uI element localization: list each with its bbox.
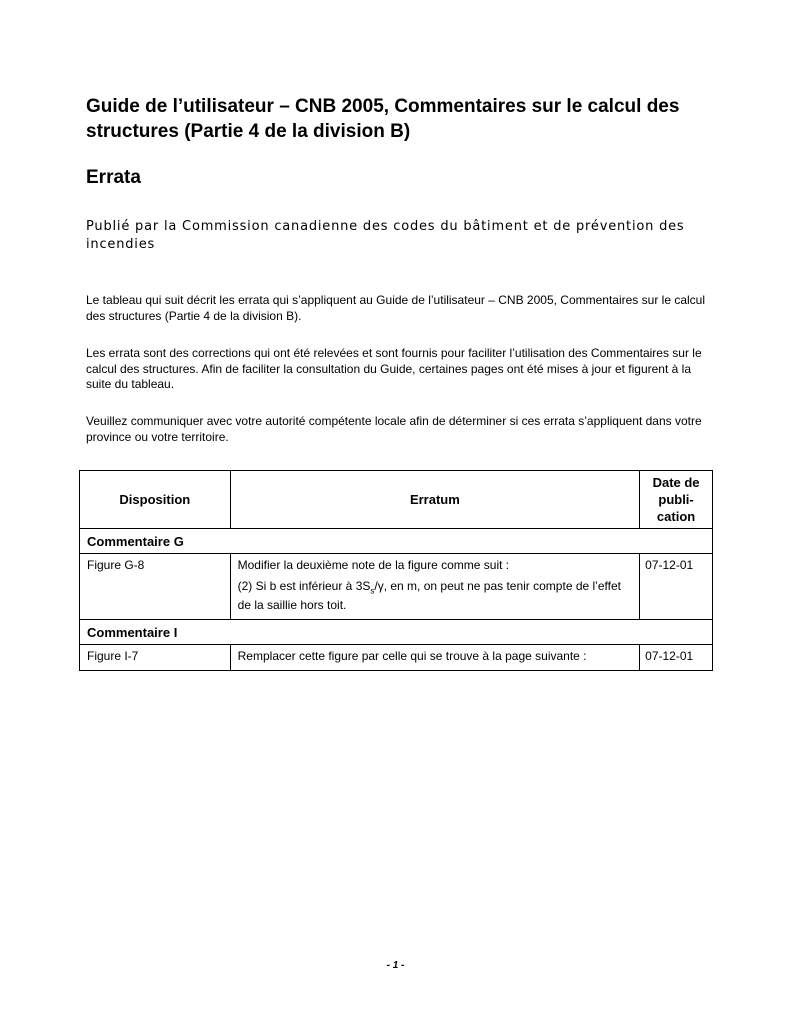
header-date-line-3: cation xyxy=(656,509,696,524)
date-cell: 07-12-01 xyxy=(640,554,713,620)
section-row-i xyxy=(80,620,713,645)
table-row xyxy=(80,645,713,671)
page-number: - 1 - xyxy=(386,960,405,971)
section-title-g: Commentaire G xyxy=(80,529,713,554)
header-date-line-1: Date de xyxy=(652,475,700,490)
intro-paragraph-3: Veuillez communiquer avec votre autorité compétente locale afin de déterminer si ces errata s’appliquent dans votre province ou votre territoire. xyxy=(86,414,702,444)
header-erratum: Erratum xyxy=(230,471,640,529)
errata-table xyxy=(79,470,713,671)
intro-paragraph-2: Les errata sont des corrections qui ont été relevées et sont fournis pour faciliter l’utilisation des Commentaires sur le calcul des structures. Afin de faciliter la consultation du Guide, certaines pages ont été mises à jour et figurent à la suite du tableau. xyxy=(86,346,702,391)
disposition-cell: Figure G-8 xyxy=(80,554,231,620)
erratum-cell: Remplacer cette figure par celle qui se trouve à la page suivante : xyxy=(230,645,640,671)
table-header-row xyxy=(80,471,713,529)
erratum-text-post: /γ, en m, on peut ne pas tenir compte de l’effet de la saillie hors toit. xyxy=(237,579,621,613)
publisher-line: Publié par la Commission canadienne des codes du bâtiment et de prévention des incendies xyxy=(86,219,685,252)
erratum-cell xyxy=(230,554,640,620)
header-disposition: Disposition xyxy=(80,471,231,529)
header-date-line-2: publi- xyxy=(658,492,694,507)
errata-heading: Errata xyxy=(86,167,141,188)
section-title-i: Commentaire I xyxy=(80,620,713,645)
erratum-line-2 xyxy=(238,579,633,613)
section-row-g xyxy=(80,529,713,554)
header-date xyxy=(640,471,713,529)
table-row xyxy=(80,554,713,620)
erratum-text-pre: (2) Si b est inférieur à 3S xyxy=(237,579,371,593)
page-title: Guide de l’utilisateur – CNB 2005, Commentaires sur le calcul des structures (Partie 4 de la division B) xyxy=(86,96,680,142)
erratum-subscript: s xyxy=(370,586,375,596)
date-cell: 07-12-01 xyxy=(640,645,713,671)
disposition-cell: Figure I-7 xyxy=(80,645,231,671)
intro-paragraph-1: Le tableau qui suit décrit les errata qui s’appliquent au Guide de l’utilisateur – CNB 2005, Commentaires sur le calcul des structures (Partie 4 de la division B). xyxy=(86,293,706,323)
erratum-line-1: Modifier la deuxième note de la figure comme suit : xyxy=(237,558,510,572)
